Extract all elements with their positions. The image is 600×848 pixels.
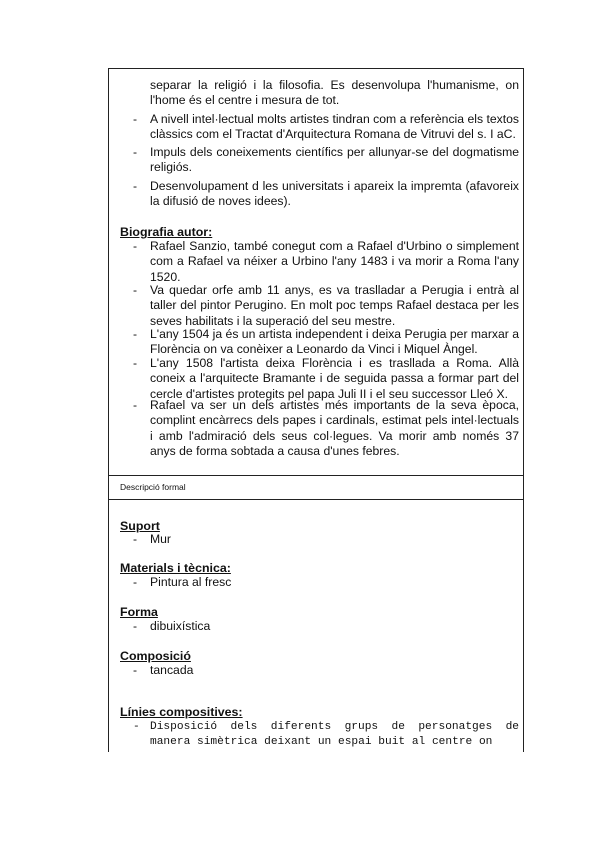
bullet-dash: -	[133, 398, 138, 412]
biography-item: Rafael Sanzio, també conegut com a Rafael d'Urbino o simplement com a Rafael va néixer a Urbino l'any 1483 i va morir a Roma l'any 1520.	[150, 239, 519, 284]
materials-value: Pintura al fresc	[150, 575, 232, 589]
bullet-dash: -	[133, 327, 138, 341]
bullet-dash: -	[133, 619, 138, 633]
row-divider	[109, 475, 523, 476]
form-value: dibuixística	[150, 619, 211, 633]
context-item: Desenvolupament d les universitats i apareix la impremta (afavoreix la difusió de noves idees).	[150, 179, 519, 209]
intro-continuation: separar la religió i la filosofia. Es desenvolupa l'humanisme, on l'home és el centre i mesura de tot.	[150, 78, 519, 108]
bullet-dash: -	[133, 532, 138, 546]
context-item: Impuls dels coneixements científics per allunyar-se del dogmatisme religiós.	[150, 145, 519, 175]
bullet-dash: -	[133, 239, 138, 253]
context-item: A nivell intel·lectual molts artistes tindran com a referència els textos clàssics com el Tractat d'Arquitectura Romana de Vitruvi del s. I aC.	[150, 112, 519, 142]
biography-item: L'any 1508 l'artista deixa Florència i es trasllada a Roma. Allà coneix a l'arquitecte Bramante i de seguida passa a formar part del cercle d'artistes protegits pel papa Juli II i el seu successor Lleó X.	[150, 356, 519, 401]
biography-heading: Biografia autor:	[120, 225, 213, 239]
document-table	[108, 68, 524, 752]
composition-value: tancada	[150, 663, 194, 677]
materials-heading: Materials i tècnica:	[120, 561, 231, 575]
support-value: Mur	[150, 532, 171, 546]
biography-item: L'any 1504 ja és un artista independent i deixa Perugia per marxar a Florència on va conèixer a Leonardo da Vinci i Miquel Àngel.	[150, 327, 519, 357]
biography-item: Rafael va ser un dels artistes més importants de la seva època, complint encàrrecs dels papes i cardinals, estimat pels intel·lectuals i amb l'admiració dels seus col·legues. Va morir amb només 37 anys de forma sobtada a causa d'unes febres.	[150, 398, 519, 459]
row-divider	[109, 499, 523, 500]
biography-item: Va quedar orfe amb 11 anys, es va traslladar a Perugia i entrà al taller del pintor Perugino. En molt poc temps Rafael destaca per les seves habilitats i la superació del seu mestre.	[150, 283, 519, 328]
bullet-dash: -	[133, 356, 138, 370]
support-heading: Suport	[120, 519, 160, 533]
bullet-dash: -	[133, 663, 138, 677]
form-heading: Forma	[120, 605, 158, 619]
bullet-dash: -	[133, 145, 138, 159]
lines-heading: Línies compositives:	[120, 705, 243, 719]
section-label: Descripció formal	[120, 482, 186, 492]
lines-value: Disposició dels diferents grups de personatges de manera simètrica deixant un espai buit al centre on	[150, 721, 519, 749]
bullet-dash: -	[133, 575, 138, 589]
bullet-dash: -	[133, 179, 138, 193]
bullet-dash: -	[133, 721, 140, 733]
bullet-dash: -	[133, 283, 138, 297]
bullet-dash: -	[133, 112, 138, 126]
composition-heading: Composició	[120, 649, 191, 663]
